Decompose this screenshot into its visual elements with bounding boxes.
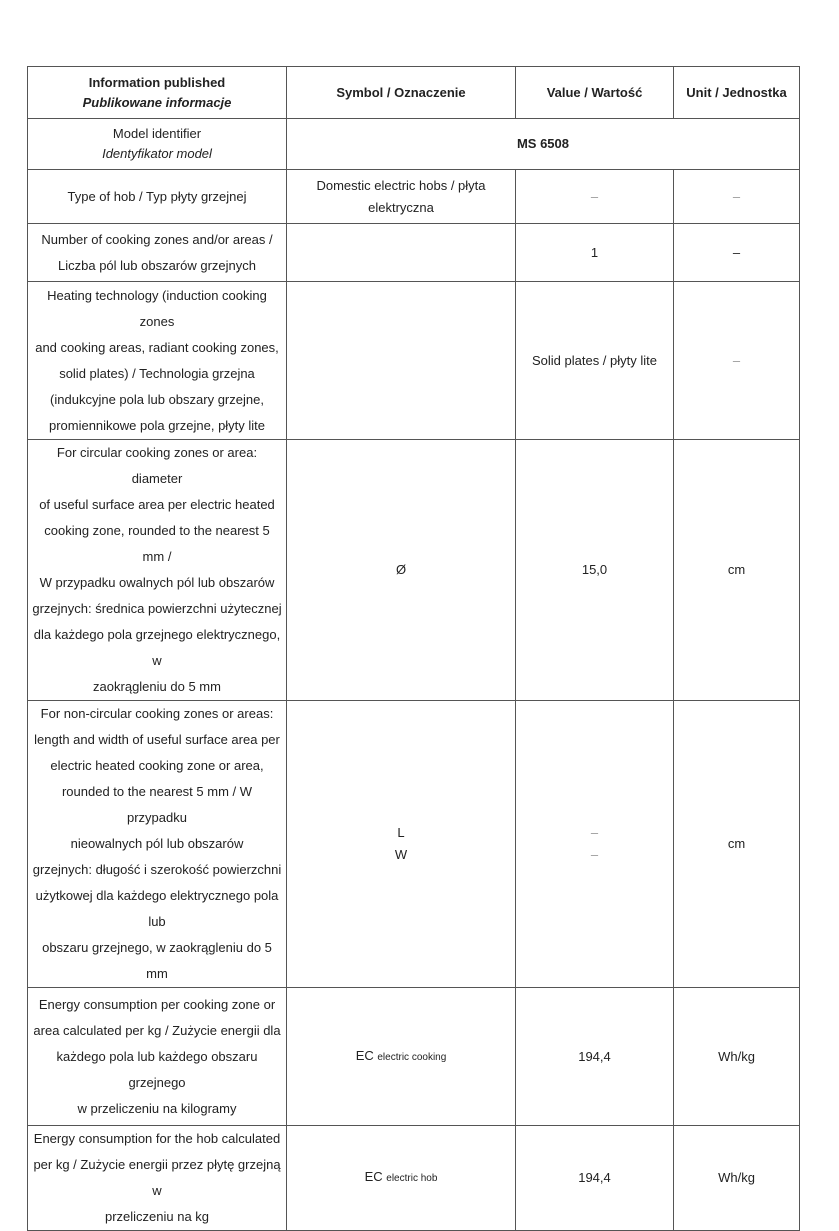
model-identifier-value: MS 6508 — [287, 119, 800, 170]
row-description-line: For circular cooking zones or area: diameter — [56, 445, 258, 486]
row-description — [28, 988, 287, 1126]
header-info-pl: Publikowane informacje — [82, 94, 232, 110]
row-description — [28, 701, 287, 988]
row-description-line: promiennikowe pola grzejne, płyty lite — [48, 417, 266, 433]
row-value: 194,4 — [516, 988, 674, 1126]
row-description-line: electric heated cooking zone or area, — [50, 758, 264, 773]
spec-table — [27, 66, 800, 1231]
model-label-pl: Identyfikator model — [102, 146, 212, 161]
row-description-line: Energy consumption per cooking zone or — [38, 996, 276, 1012]
row-value: 1 — [516, 224, 674, 282]
row-description-line: W przypadku owalnych pól lub obszarów — [39, 575, 275, 590]
row-description-line: Liczba pól lub obszarów grzejnych — [58, 257, 256, 273]
row-unit: cm — [674, 440, 800, 701]
table-row — [28, 440, 800, 701]
row-description-line: rounded to the nearest 5 mm / W przypadku — [61, 784, 253, 825]
row-symbol-line: elektryczna — [368, 199, 434, 215]
row-description-line: każdego pola lub każdego obszaru grzejnego — [56, 1048, 258, 1090]
model-label-en: Model identifier — [112, 126, 202, 141]
row-value-line: – — [590, 847, 599, 862]
row-unit: Wh/kg — [674, 988, 800, 1126]
row-symbol-line: W — [394, 847, 408, 862]
row-symbol-line: L — [397, 825, 405, 840]
row-description-line: dla każdego pola grzejnego elektrycznego, w — [33, 627, 281, 668]
header-symbol: Symbol / Oznaczenie — [287, 67, 516, 119]
row-symbol — [287, 988, 516, 1126]
row-symbol: Ø — [287, 440, 516, 701]
row-symbol — [287, 282, 516, 440]
model-row — [28, 119, 800, 170]
row-value-line: – — [590, 825, 599, 840]
row-description-line: Energy consumption for the hob calculated — [33, 1131, 281, 1146]
row-description-line: and cooking areas, radiant cooking zones, — [35, 339, 279, 355]
row-description — [28, 1126, 287, 1231]
row-symbol-main: EC — [355, 1047, 374, 1063]
row-symbol — [287, 170, 516, 224]
row-description-line: solid plates) / Technologia grzejna — [59, 365, 255, 381]
header-info-cell — [28, 67, 287, 119]
table-row — [28, 701, 800, 988]
model-label-cell — [28, 119, 287, 170]
row-symbol — [287, 701, 516, 988]
row-unit: – — [674, 224, 800, 282]
row-description-line: w przeliczeniu na kilogramy — [77, 1100, 237, 1116]
row-description-line: of useful surface area per electric heated — [39, 497, 275, 512]
row-description — [28, 282, 287, 440]
header-info-en: Information published — [88, 74, 226, 90]
table-row — [28, 170, 800, 224]
table-row — [28, 224, 800, 282]
row-unit: Wh/kg — [674, 1126, 800, 1231]
table-row — [28, 282, 800, 440]
row-description-line: cooking zone, rounded to the nearest 5 mm / — [44, 523, 270, 564]
row-value: 15,0 — [516, 440, 674, 701]
row-description-line: Heating technology (induction cooking zones — [47, 287, 267, 329]
row-description-line: For non-circular cooking zones or areas: — [40, 706, 274, 721]
row-description-line: grzejnych: długość i szerokość powierzchni — [32, 862, 282, 877]
row-symbol-main: EC — [364, 1169, 383, 1184]
row-description — [28, 224, 287, 282]
row-description-line: przeliczeniu na kg — [104, 1209, 210, 1224]
row-symbol-subscript: electric hob — [386, 1173, 438, 1184]
row-value — [516, 701, 674, 988]
row-symbol-subscript: electric cooking — [377, 1051, 447, 1063]
row-symbol — [287, 1126, 516, 1231]
row-description-line: grzejnych: średnica powierzchni użytecznej — [32, 601, 282, 616]
row-unit: – — [674, 282, 800, 440]
row-description — [28, 440, 287, 701]
row-description-line: (indukcyjne pola lub obszary grzejne, — [50, 391, 264, 407]
row-description-line: per kg / Zużycie energii przez płytę grzejną w — [33, 1157, 281, 1198]
row-description-line: nieowalnych pól lub obszarów — [70, 836, 244, 851]
table-row — [28, 1126, 800, 1231]
table-row — [28, 988, 800, 1126]
row-symbol-line: Domestic electric hobs / płyta — [316, 177, 486, 193]
row-symbol — [287, 224, 516, 282]
row-value: 194,4 — [516, 1126, 674, 1231]
row-description-line: Number of cooking zones and/or areas / — [41, 231, 273, 247]
row-description-line: zaokrągleniu do 5 mm — [93, 679, 221, 694]
row-description-line: obszaru grzejnego, w zaokrągleniu do 5 mm — [42, 940, 272, 981]
row-value: Solid plates / płyty lite — [516, 282, 674, 440]
header-row — [28, 67, 800, 119]
row-description-line: area calculated per kg / Zużycie energii dla — [33, 1022, 281, 1038]
row-description: Type of hob / Typ płyty grzejnej — [28, 170, 287, 224]
row-unit: cm — [674, 701, 800, 988]
row-description-line: length and width of useful surface area per — [34, 732, 280, 747]
row-unit: – — [674, 170, 800, 224]
row-value: – — [516, 170, 674, 224]
row-description-line: użytkowej dla każdego elektrycznego pola lub — [35, 888, 279, 929]
header-unit: Unit / Jednostka — [674, 67, 800, 119]
header-value: Value / Wartość — [516, 67, 674, 119]
